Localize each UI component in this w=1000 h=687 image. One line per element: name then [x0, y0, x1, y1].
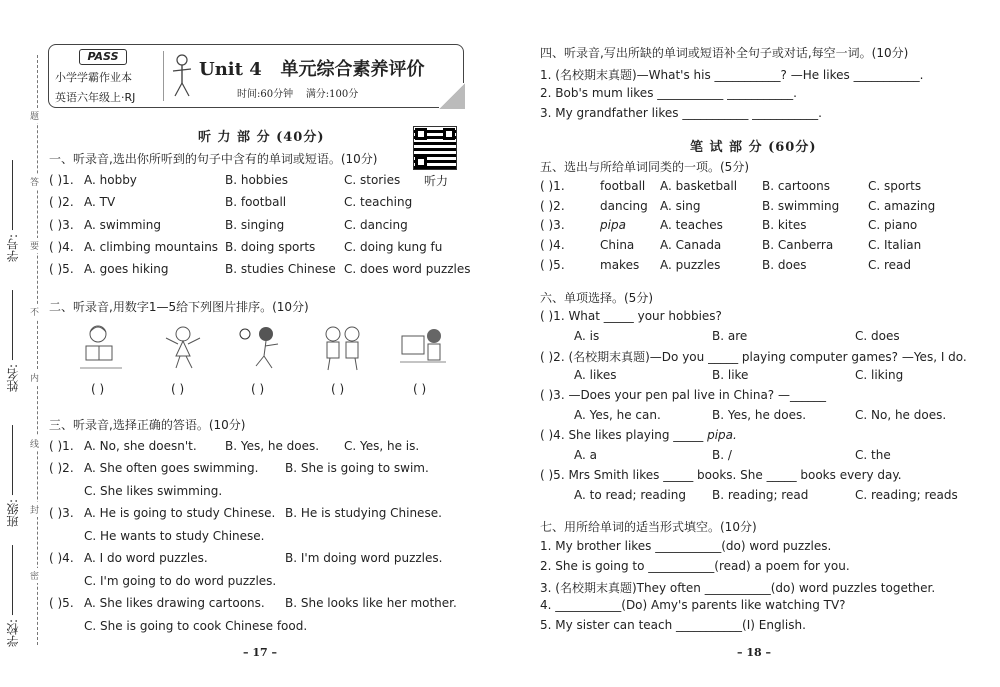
- given-word: makes: [600, 258, 640, 272]
- picture-3-answer[interactable]: ( ): [251, 382, 265, 396]
- given-word: China: [600, 238, 635, 252]
- option-c: C. No, he does.: [855, 408, 947, 422]
- item-number[interactable]: ( )5.: [540, 258, 565, 272]
- cut-char: 内: [30, 370, 39, 385]
- option-c: C. reading; reads: [855, 488, 958, 502]
- option-a: A. goes hiking: [84, 262, 169, 276]
- option-b: B. studies Chinese: [225, 262, 336, 276]
- option-b: B. I'm doing word puzzles.: [285, 551, 443, 565]
- cut-char: 线: [30, 436, 39, 451]
- option-c: C. liking: [855, 368, 904, 382]
- cut-line: [37, 55, 38, 645]
- option-c: C. dancing: [344, 218, 408, 232]
- item-number[interactable]: ( )1.: [49, 439, 74, 453]
- reading-girl-image: [76, 322, 126, 374]
- option-a: A. She often goes swimming.: [84, 461, 259, 475]
- cut-char: 密: [30, 568, 39, 583]
- qr-label: 听力: [424, 174, 449, 188]
- watching-tv-image: [398, 322, 448, 374]
- option-b: B. singing: [225, 218, 285, 232]
- item-number[interactable]: ( )1.: [49, 173, 74, 187]
- option-c: C. Italian: [868, 238, 922, 252]
- option-a: A. Yes, he can.: [574, 408, 661, 422]
- given-word: dancing: [600, 199, 648, 213]
- option-a: A. He is going to study Chinese.: [84, 506, 276, 520]
- item-number[interactable]: ( )3.: [540, 218, 565, 232]
- cut-char: 答: [30, 174, 39, 189]
- question-stem[interactable]: ( )3. —Does your pen pal live in China? —______: [540, 388, 826, 402]
- picture-2-answer[interactable]: ( ): [171, 382, 185, 396]
- question-6-title: 六、单项选择。(5分): [540, 291, 653, 305]
- fill-line[interactable]: 5. My sister can teach ___________(I) English.: [540, 618, 806, 632]
- option-c: C. He wants to study Chinese.: [84, 529, 265, 543]
- option-c: C. read: [868, 258, 912, 272]
- question-7-title: 七、用所给单词的适当形式填空。(10分): [540, 520, 757, 534]
- right-page: [500, 0, 1000, 687]
- listening-heading: 听 力 部 分 (40分): [198, 130, 325, 145]
- option-a: A. I do word puzzles.: [84, 551, 208, 565]
- picture-1-answer[interactable]: ( ): [91, 382, 105, 396]
- pass-logo: PASS: [79, 49, 127, 65]
- school-field[interactable]: 学校:: [4, 545, 21, 647]
- option-c: C. Yes, he is.: [344, 439, 420, 453]
- item-number[interactable]: ( )5.: [49, 262, 74, 276]
- option-c: C. amazing: [868, 199, 936, 213]
- item-number[interactable]: ( )5.: [49, 596, 74, 610]
- option-b: B. kites: [762, 218, 807, 232]
- option-c: C. stories: [344, 173, 401, 187]
- fill-line[interactable]: 3. (名校期末真题)They often ___________(do) word puzzles together.: [540, 581, 936, 595]
- fill-line[interactable]: 3. My grandfather likes ___________ ___________.: [540, 106, 822, 120]
- option-a: A. sing: [660, 199, 701, 213]
- name-field[interactable]: 姓名:: [4, 290, 21, 392]
- option-a: A. swimming: [84, 218, 161, 232]
- item-number[interactable]: ( )4.: [49, 240, 74, 254]
- option-b: B. She looks like her mother.: [285, 596, 457, 610]
- item-number[interactable]: ( )2.: [49, 461, 74, 475]
- dancing-girl-image: [158, 322, 208, 374]
- mascot-icon: [169, 53, 195, 99]
- unit-header: [48, 44, 464, 108]
- item-number[interactable]: ( )2.: [540, 199, 565, 213]
- option-c: C. sports: [868, 179, 922, 193]
- option-a: A. likes: [574, 368, 617, 382]
- question-stem[interactable]: ( )5. Mrs Smith likes _____ books. She _____ books every day.: [540, 468, 902, 482]
- question-stem[interactable]: ( )4. She likes playing _____ pipa.: [540, 428, 737, 442]
- option-a: A. teaches: [660, 218, 723, 232]
- option-a: A. climbing mountains: [84, 240, 219, 254]
- option-a: A. She likes drawing cartoons.: [84, 596, 265, 610]
- option-a: A. TV: [84, 195, 116, 209]
- option-b: B. swimming: [762, 199, 840, 213]
- option-c: C. does: [855, 329, 900, 343]
- option-c: C. doing kung fu: [344, 240, 443, 254]
- grade-label: 英语六年级上·RJ: [55, 91, 136, 104]
- item-number[interactable]: ( )4.: [540, 238, 565, 252]
- option-c: C. piano: [868, 218, 918, 232]
- option-a: A. to read; reading: [574, 488, 686, 502]
- option-b: B. does: [762, 258, 807, 272]
- option-a: A. basketball: [660, 179, 738, 193]
- student-number-field[interactable]: 学号:: [4, 160, 21, 262]
- cut-char: 要: [30, 238, 39, 253]
- question-3-title: 三、听录音,选择正确的答语。(10分): [49, 418, 246, 432]
- question-2-title: 二、听录音,用数字1—5给下列图片排序。(10分): [49, 300, 309, 314]
- option-b: B. She is going to swim.: [285, 461, 429, 475]
- option-c: C. does word puzzles: [344, 262, 471, 276]
- option-b: B. doing sports: [225, 240, 316, 254]
- option-c: C. I'm going to do word puzzles.: [84, 574, 277, 588]
- option-b: B. Yes, he does.: [712, 408, 807, 422]
- option-b: B. /: [712, 448, 732, 462]
- option-b: B. hobbies: [225, 173, 289, 187]
- fill-line[interactable]: 2. She is going to ___________(read) a poem for you.: [540, 559, 850, 573]
- option-a: A. Canada: [660, 238, 722, 252]
- item-number[interactable]: ( )1.: [540, 179, 565, 193]
- fill-line[interactable]: 2. Bob's mum likes ___________ ___________.: [540, 86, 797, 100]
- cut-char: 题: [30, 108, 39, 123]
- fill-line[interactable]: 4. ___________(Do) Amy's parents like watching TV?: [540, 598, 846, 612]
- football-boy-image: [236, 322, 286, 374]
- given-word: football: [600, 179, 646, 193]
- cut-char: 不: [30, 304, 39, 319]
- option-c: C. She is going to cook Chinese food.: [84, 619, 308, 633]
- option-a: A. hobby: [84, 173, 137, 187]
- item-number[interactable]: ( )4.: [49, 551, 74, 565]
- option-b: B. Canberra: [762, 238, 834, 252]
- fill-line[interactable]: 1. (名校期末真题)—What's his ___________? —He likes ___________.: [540, 68, 924, 82]
- page-title: Unit 4 单元综合素养评价: [199, 59, 425, 80]
- question-stem[interactable]: ( )1. What _____ your hobbies?: [540, 309, 722, 323]
- option-c: C. the: [855, 448, 891, 462]
- fill-line[interactable]: 1. My brother likes ___________(do) word puzzles.: [540, 539, 832, 553]
- option-b: B. are: [712, 329, 748, 343]
- option-a: A. No, she doesn't.: [84, 439, 197, 453]
- question-stem[interactable]: ( )2. (名校期末真题)—Do you _____ playing computer games? —Yes, I do.: [540, 350, 967, 364]
- option-a: A. puzzles: [660, 258, 721, 272]
- item-number[interactable]: ( )3.: [49, 218, 74, 232]
- class-field[interactable]: 班级:: [4, 425, 21, 527]
- picture-4-answer[interactable]: ( ): [331, 382, 345, 396]
- option-c: C. teaching: [344, 195, 413, 209]
- item-number[interactable]: ( )3.: [49, 506, 74, 520]
- page-number: – 18 –: [737, 646, 771, 659]
- option-b: B. reading; read: [712, 488, 809, 502]
- question-5-title: 五、选出与所给单词同类的一项。(5分): [540, 160, 749, 174]
- exam-meta: 时间:60分钟 满分:100分: [237, 89, 359, 100]
- option-c: C. She likes swimming.: [84, 484, 223, 498]
- question-4-title: 四、听录音,写出所缺的单词或短语补全句子或对话,每空一词。(10分): [540, 46, 909, 60]
- option-a: A. is: [574, 329, 600, 343]
- option-b: B. He is studying Chinese.: [285, 506, 442, 520]
- option-b: B. like: [712, 368, 749, 382]
- page-number: – 17 –: [243, 646, 277, 659]
- item-number[interactable]: ( )2.: [49, 195, 74, 209]
- series-name: 小学学霸作业本: [55, 71, 132, 84]
- cut-char: 封: [30, 502, 39, 517]
- option-a: A. a: [574, 448, 597, 462]
- qr-code-icon[interactable]: [413, 126, 457, 170]
- question-1-title: 一、听录音,选出你所听到的句子中含有的单词或短语。(10分): [49, 152, 378, 166]
- written-heading: 笔 试 部 分 (60分): [690, 140, 817, 155]
- kung-fu-boys-image: [318, 322, 368, 374]
- option-b: B. cartoons: [762, 179, 830, 193]
- option-b: B. Yes, he does.: [225, 439, 320, 453]
- option-b: B. football: [225, 195, 287, 209]
- given-word: pipa: [600, 218, 626, 232]
- picture-5-answer[interactable]: ( ): [413, 382, 427, 396]
